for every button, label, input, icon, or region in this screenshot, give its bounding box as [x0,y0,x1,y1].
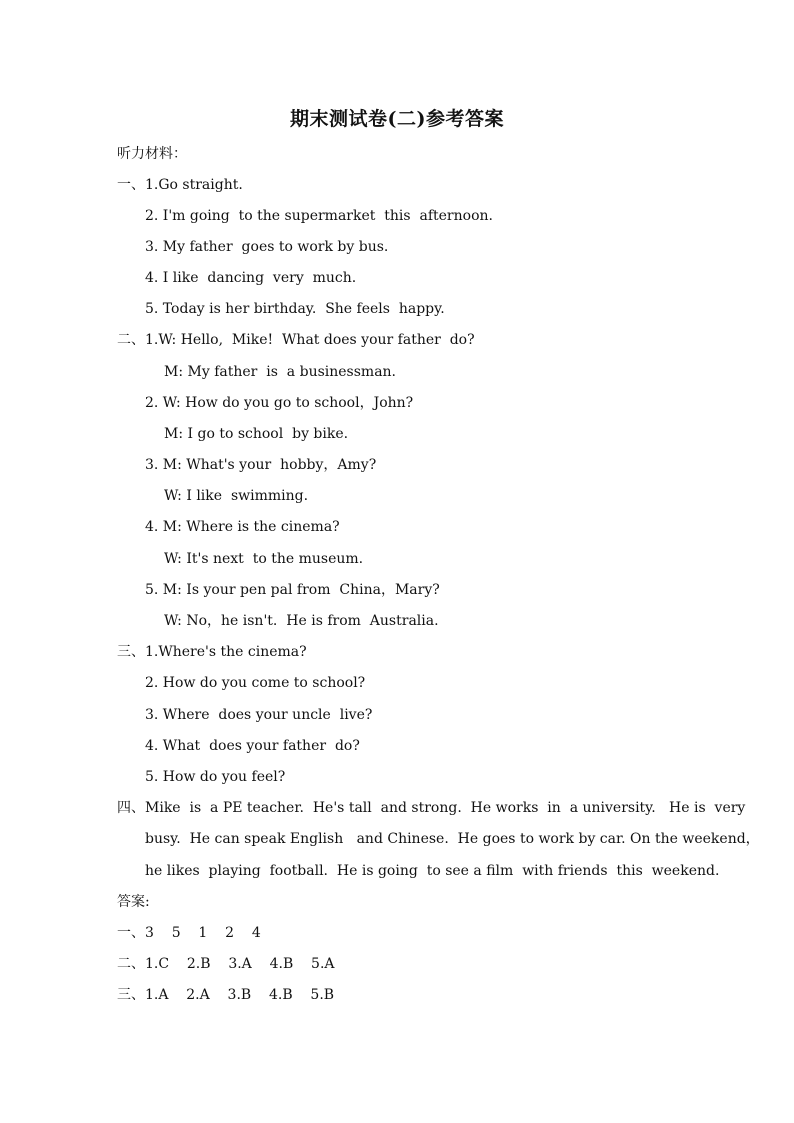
section-2-line [117,330,475,350]
answer-prefix: 二、 [117,956,145,972]
section-4-prefix: 四、 [117,800,145,816]
section-3-item: 5. How do you feel? [145,769,286,785]
dialog-question: 3. M: What's your hobby，Amy? [145,457,377,473]
dialog-answer: M: My father is a businessman. [164,364,397,380]
answer-text: 3 5 1 2 4 [145,925,261,941]
answer-line [117,954,335,974]
answer-line [117,985,334,1005]
section-3-item: 2. How do you come to school? [145,675,366,691]
section-3-item: 1.Where's the cinema? [145,644,307,660]
section-1-prefix: 一、 [117,177,145,193]
answer-prefix: 三、 [117,987,145,1003]
section-3-item: 4. What does your father do? [145,738,360,754]
listening-heading: 听力材料： [117,146,187,162]
dialog-question: 2. W: How do you go to school，John? [145,395,414,411]
section-1-item: 4. I like dancing very much. [145,270,357,286]
dialog-answer: W: No，he isn't. He is from Australia. [164,613,439,629]
section-2-prefix: 二、 [117,332,145,348]
answer-text: 1.C 2.B 3.A 4.B 5.A [145,956,335,972]
section-1-item: 1.Go straight. [145,177,243,193]
answer-prefix: 一、 [117,925,145,941]
answer-text: 1.A 2.A 3.B 4.B 5.B [145,987,335,1003]
section-4-line [117,798,745,818]
section-1-item: 3. My father goes to work by bus. [145,239,389,255]
dialog-answer: W: It's next to the museum. [164,551,364,567]
section-3-line [117,642,307,662]
section-3-item: 3. Where does your uncle live? [145,707,373,723]
passage-line: Mike is a PE teacher. He's tall and strong. He works in a university. He is very [145,800,746,816]
section-1-item: 2. I'm going to the supermarket this afternoon. [145,208,493,224]
passage-line: busy. He can speak English and Chinese. He goes to work by car. On the weekend， [145,831,760,847]
passage-line: he likes playing football. He is going to see a film with friends this weekend. [145,863,720,879]
dialog-question: 1.W: Hello, Mike! What does your father do? [145,332,475,348]
section-1-line [117,175,243,195]
section-1-item: 5. Today is her birthday. She feels happy. [145,301,445,317]
dialog-question: 5. M: Is your pen pal from China，Mary? [145,582,440,598]
dialog-question: 4. M: Where is the cinema? [145,519,340,535]
dialog-answer: W: I like swimming. [164,488,309,504]
answers-heading: 答案: [117,894,150,910]
dialog-answer: M: I go to school by bike. [164,426,349,442]
page-title: 期末测试卷(二)参考答案 [290,108,504,130]
answer-line [117,923,261,943]
section-3-prefix: 三、 [117,644,145,660]
